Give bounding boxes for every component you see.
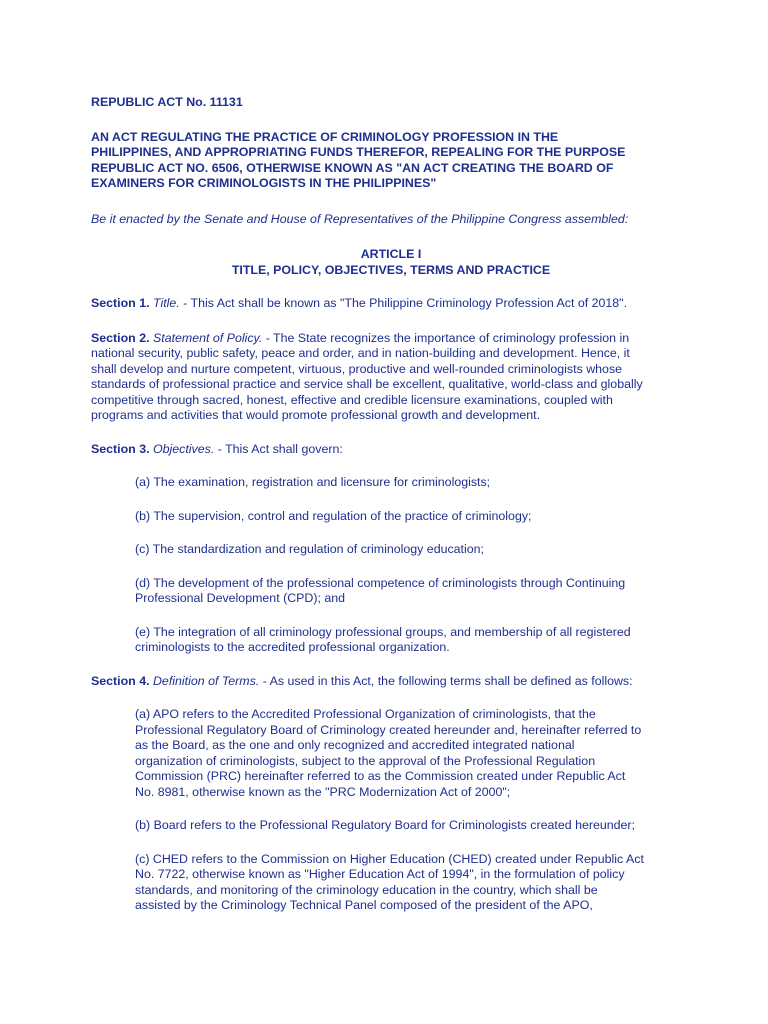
section-3 xyxy=(91,442,691,458)
list-item xyxy=(91,707,691,800)
section-title: Statement of Policy. xyxy=(152,330,263,345)
list-item-line: organization of criminologists, subject to the approval of the Professional Regulation xyxy=(135,753,596,768)
section-1 xyxy=(91,296,691,312)
list-item-line: (b) Board refers to the Professional Regulatory Board for Criminologists created hereunder; xyxy=(135,818,635,832)
list-item-line: No. 7722, otherwise known as "Higher Education Act of 1994", in the formulation of policy xyxy=(135,867,625,881)
section-title: Objectives. xyxy=(152,441,215,456)
act-title-line: PHILIPPINES, AND APPROPRIATING FUNDS THEREFOR, REPEALING FOR THE PURPOSE xyxy=(91,145,626,159)
list-item-line: standards, and monitoring of the criminology education in the country, which shall be xyxy=(135,882,598,897)
list-item-line: (a) The examination, registration and licensure for criminologists; xyxy=(135,475,491,489)
section-text-line: shall develop and nurture competent, virtuous, productive and well-rounded criminologists whose xyxy=(91,361,623,376)
section-4 xyxy=(91,674,691,690)
section-label: Section 4. xyxy=(91,673,150,688)
list-item-line: (c) The standardization and regulation of criminology education; xyxy=(135,542,484,556)
section-title: Title. xyxy=(152,296,180,310)
list-item-line: No. 8981, otherwise known as the "PRC Modernization Act of 2000"; xyxy=(135,784,511,799)
act-title xyxy=(91,130,691,192)
act-title-line: EXAMINERS FOR CRIMINOLOGISTS IN THE PHILIPPINES" xyxy=(91,176,437,190)
list-item-line: Commission (PRC) hereinafter referred to as the Commission created under Republic Act xyxy=(135,769,626,783)
section-label: Section 2. xyxy=(91,330,150,345)
list-item xyxy=(91,475,691,491)
section-text-line: programs and activities that would promote professional growth and development. xyxy=(91,408,541,422)
list-item-line: criminologists to the accredited professional organization. xyxy=(135,640,450,654)
list-item-line: Professional Regulatory Board of Criminology created hereunder and, hereinafter referred to xyxy=(135,722,642,737)
list-item xyxy=(91,818,691,834)
list-item xyxy=(91,509,691,525)
list-item-line: (e) The integration of all criminology professional groups, and membership of all registered xyxy=(135,624,631,639)
list-item-line: (c) CHED refers to the Commission on Higher Education (CHED) created under Republic Act xyxy=(135,851,644,866)
article-number: ARTICLE I xyxy=(360,247,422,261)
section-text-line: standards of professional practice and service shall be excellent, qualitative, world-class and globally xyxy=(91,377,643,391)
list-item-line: assisted by the Criminology Technical Panel composed of the president of the APO, xyxy=(135,898,593,912)
article-heading xyxy=(91,247,691,278)
section-text: - This Act shall be known as "The Philippine Criminology Profession Act of 2018". xyxy=(179,296,628,310)
act-title-line: AN ACT REGULATING THE PRACTICE OF CRIMINOLOGY PROFESSION IN THE xyxy=(91,129,559,144)
list-item xyxy=(91,625,691,656)
section-2 xyxy=(91,331,691,424)
article-title: TITLE, POLICY, OBJECTIVES, TERMS AND PRACTICE xyxy=(231,262,551,277)
list-item xyxy=(91,542,691,558)
list-item xyxy=(91,576,691,607)
section-text-line: national security, public safety, peace and order, and in nation-building and development. Hence, it xyxy=(91,346,630,360)
act-title-line: REPUBLIC ACT NO. 6506, OTHERWISE KNOWN AS "AN ACT CREATING THE BOARD OF xyxy=(91,160,614,175)
section-text-line: - The State recognizes the importance of criminology profession in xyxy=(262,330,630,345)
list-item-line: as the Board, as the one and only recognized and accredited integrated national xyxy=(135,738,575,752)
list-item-line: (a) APO refers to the Accredited Professional Organization of criminologists, that the xyxy=(135,707,596,721)
section-label: Section 3. xyxy=(91,441,150,456)
section-text: - As used in this Act, the following terms shall be defined as follows: xyxy=(259,673,633,688)
list-item-line: (d) The development of the professional competence of criminologists through Continuing xyxy=(135,575,626,590)
act-number: REPUBLIC ACT No. 11131 xyxy=(91,95,243,109)
section-title: Definition of Terms. xyxy=(152,673,260,688)
section-label: Section 1. xyxy=(91,296,150,310)
list-item-line: Professional Development (CPD); and xyxy=(135,591,346,605)
list-item-line: (b) The supervision, control and regulation of the practice of criminology; xyxy=(135,508,532,523)
section-text: - This Act shall govern: xyxy=(214,441,343,456)
document-page xyxy=(91,95,691,914)
enacting-clause: Be it enacted by the Senate and House of Representatives of the Philippine Congress assembled: xyxy=(91,211,629,226)
list-item xyxy=(91,852,691,914)
section-text-line: competitive through sacred, honest, effective and credible licensure examinations, coupled with xyxy=(91,392,613,407)
